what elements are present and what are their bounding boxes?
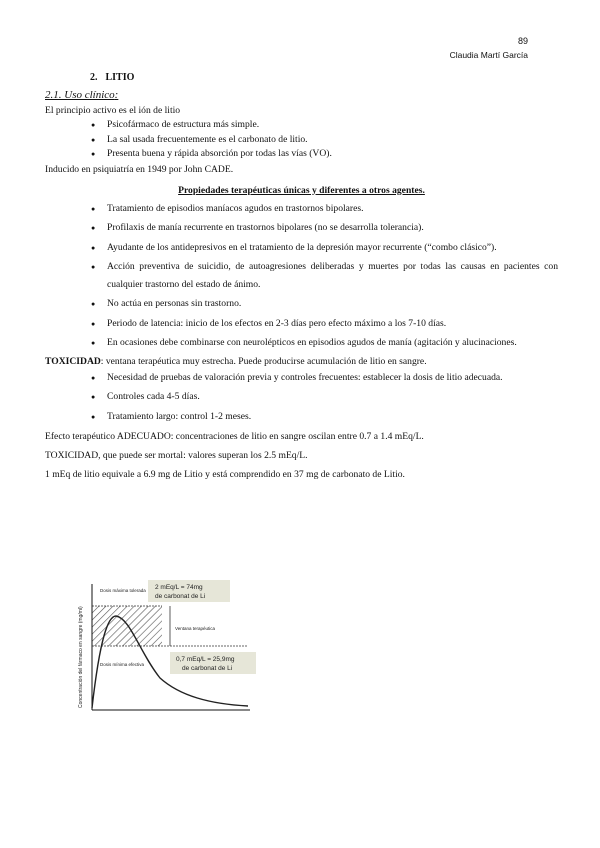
list-item: ● Profilaxis de manía recurrente en trastornos bipolares (no se desarrolla tolerancia). xyxy=(45,219,558,237)
min-dose-label: Dosis mínima efectiva xyxy=(100,662,145,667)
list-item: ● En ocasiones debe combinarse con neurolépticos en episodios agudos de manía (agitación y alucinaciones. xyxy=(45,334,558,352)
properties-heading: Propiedades terapéuticas únicas y diferentes a otros agentes. xyxy=(178,184,425,196)
toxicity-paragraph xyxy=(45,354,558,369)
max-dose-label: Dosis máxima tolerada xyxy=(100,588,146,593)
list-item: ● Tratamiento largo: control 1-2 meses. xyxy=(45,408,558,426)
section-heading xyxy=(90,70,558,85)
intro-text: El principio activo es el ión de litio xyxy=(45,105,181,116)
top-box-line2: de carbonat de Li xyxy=(155,593,206,600)
figure-svg xyxy=(70,578,270,718)
induction-text: Inducido en psiquiatría en 1949 por John CADE. xyxy=(45,163,234,175)
toxicity-mortal-text: TOXICIDAD, que puede ser mortal: valores superan los 2.5 mEq/L. xyxy=(45,450,308,461)
list-item: ● Controles cada 4-5 días. xyxy=(45,388,558,406)
window-label: Ventana terapéutica xyxy=(175,626,216,631)
bullet-list-toxicity xyxy=(45,369,558,426)
bottom-box-line2: de carbonat de Li xyxy=(182,665,233,672)
bottom-box-line1: 0,7 mEq/L = 25,9mg xyxy=(176,656,235,663)
equivalence-text: 1 mEq de litio equivale a 6.9 mg de Litio y está comprendido en 37 mg de carbonato de Litio. xyxy=(45,469,405,480)
y-axis-label: Concentración del fármaco en sangre (mg/ml) xyxy=(78,606,84,708)
section-number: 2. xyxy=(90,72,98,83)
section-title: LITIO xyxy=(105,72,135,83)
top-box-line1: 2 mEq/L = 74mg xyxy=(155,584,203,591)
list-item: ● Psicofármaco de estructura más simple. xyxy=(45,118,558,133)
list-item: ● No actúa en personas sin trastorno. xyxy=(45,295,558,313)
author-name: Claudia Martí García xyxy=(449,50,528,60)
list-item: ● Ayudante de los antidepresivos en el tratamiento de la depresión mayor recurrente (“combo clásico”). xyxy=(45,239,558,257)
list-item: ● Acción preventiva de suicidio, de autoagresiones deliberadas y muertes por todas las causas en pacientes con cualquier trastorno del estado de ánimo. xyxy=(45,258,558,293)
effect-text: Efecto terapéutico ADECUADO: concentraciones de litio en sangre oscilan entre 0.7 a 1.4 mEq/L. xyxy=(45,431,424,442)
therapeutic-window-figure xyxy=(70,578,270,718)
bullet-list-general xyxy=(45,118,558,162)
list-item: ● Periodo de latencia: inicio de los efectos en 2-3 días pero efecto máximo a los 7-10 días. xyxy=(45,315,558,333)
subsection-heading: 2.1. Uso clínico: xyxy=(45,89,119,101)
bullet-list-properties xyxy=(45,200,558,352)
list-item: ● Necesidad de pruebas de valoración previa y controles frecuentes: establecer la dosis de litio adecuada. xyxy=(45,369,558,387)
list-item: ● Tratamiento de episodios maníacos agudos en trastornos bipolares. xyxy=(45,200,558,218)
page-number: 89 xyxy=(517,36,528,46)
list-item: ● Presenta buena y rápida absorción por todas las vías (VO). xyxy=(45,147,558,162)
toxicity-label: TOXICIDAD xyxy=(45,355,101,367)
toxicity-text: : ventana terapéutica muy estrecha. Puede producirse acumulación de litio en sangre. xyxy=(100,355,427,367)
list-item: ● La sal usada frecuentemente es el carbonato de litio. xyxy=(45,133,558,148)
document-body xyxy=(45,70,558,484)
